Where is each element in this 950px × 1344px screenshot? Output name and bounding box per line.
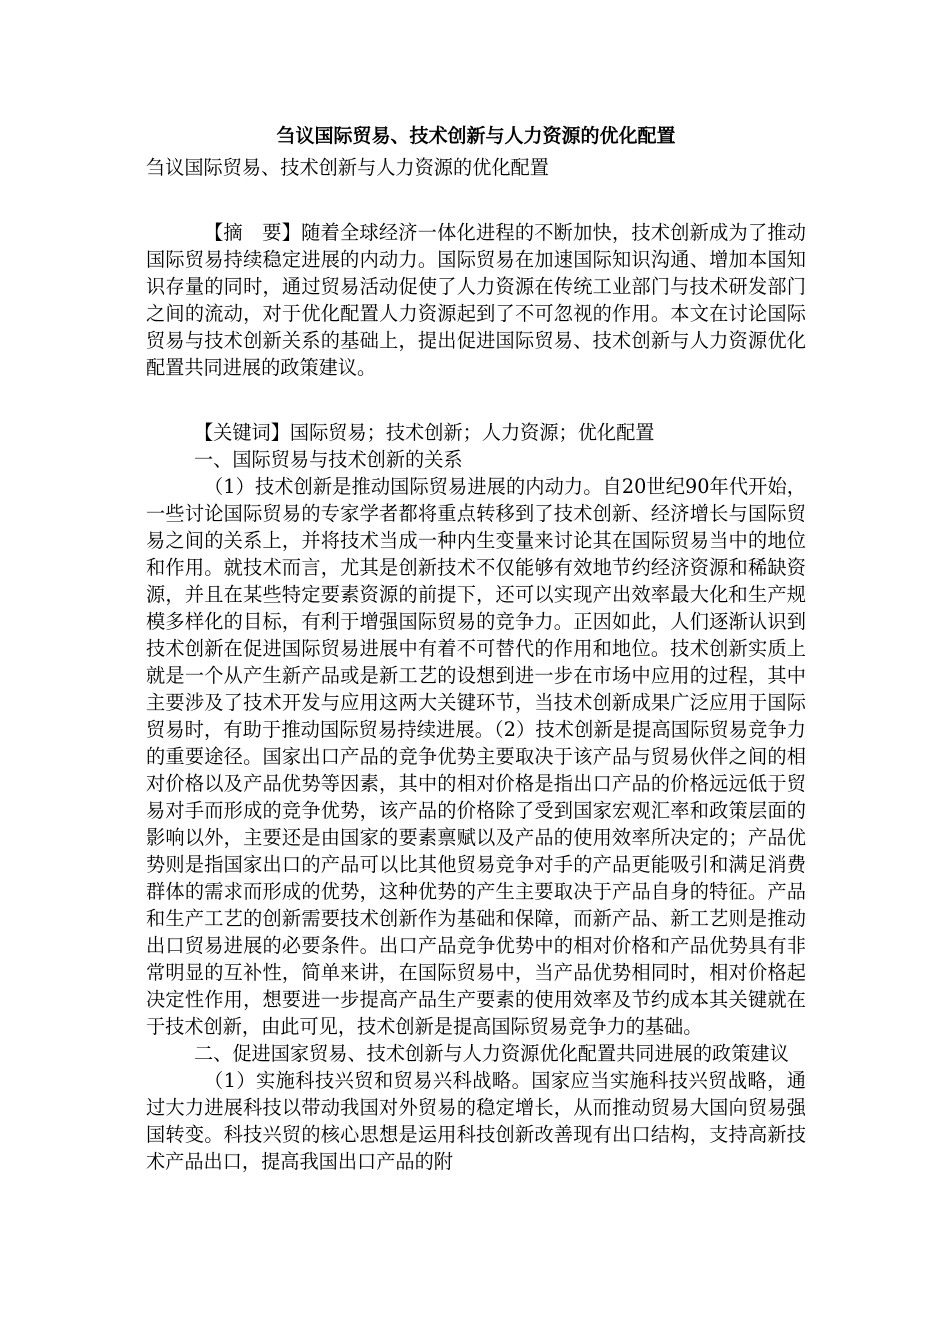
keywords-paragraph: 【关键词】国际贸易；技术创新；人力资源；优化配置 bbox=[194, 421, 655, 444]
document-subtitle: 刍议国际贸易、技术创新与人力资源的优化配置 bbox=[146, 156, 549, 179]
document-title: 刍议国际贸易、技术创新与人力资源的优化配置 bbox=[276, 125, 676, 147]
section-1-body: （1）技术创新是推动国际贸易进展的内动力。自20世纪90年代开始，一些讨论国际贸易的专家学者都将重点转移到了技术创新、经济增长与国际贸易之间的关系上，并将技术当成一种内生变量来讨论其在国际贸易当中的地位和作用。就技术而言，尤其是创新技术不仅能够有效地节约经济资源和稀缺资源，并且在某些特定要素资源的前提下，还可以实现产出效率最大化和生产规模多样化的目标，有利于增强国际贸易的竞争力。正因如此，人们逐渐认识到技术创新在促进国际贸易进展中有着不可替代的作用和地位。技术创新实质上就是一个从产生新产品或是新工艺的设想到进一步在市场中应用的过程，其中主要涉及了技术开发与应用这两大关键环节，当技术创新成果广泛应用于国际贸易时，有助于推动国际贸易持续进展。（2）技术创新是提高国际贸易竞争力的重要途径。国家出口产品的竞争优势主要取决于该产品与贸易伙伴之间的相对价格以及产品优势等因素，其中的相对价格是指出口产品的价格远远低于贸易对手而形成的竞争优势，该产品的价格除了受到国家宏观汇率和政策层面的影响以外，主要还是由国家的要素禀赋以及产品的使用效率所决定的；产品优势则是指国家出口的产品可以比其他贸易竞争对手的产品更能吸引和满足消费群体的需求而形成的优势，这种优势的产生主要取决于产品自身的特征。产品和生产工艺的创新需要技术创新作为基础和保障，而新产品、新工艺则是推动出口贸易进展的必要条件。出口产品竞争优势中的相对价格和产品优势具有非常明显的互补性，简单来讲，在国际贸易中，当产品优势相同时，相对价格起决定性作用，想要进一步提高产品生产要素的使用效率及节约成本其关键就在于技术创新，由此可见，技术创新是提高国际贸易竞争力的基础。 bbox=[146, 475, 806, 1038]
section-2-heading: 二、促进国家贸易、技术创新与人力资源优化配置共同进展的政策建议 bbox=[194, 1042, 789, 1065]
document-page bbox=[146, 118, 806, 1175]
section-1-heading: 一、国际贸易与技术创新的关系 bbox=[194, 448, 463, 471]
abstract-paragraph: 【摘 要】随着全球经济一体化进程的不断加快，技术创新成为了推动国际贸易持续稳定进展的内动力。国际贸易在加速国际知识沟通、增加本国知识存量的同时，通过贸易活动促使了人力资源在传统工业部门与技术研发部门之间的流动，对于优化配置人力资源起到了不可忽视的作用。本文在讨论国际贸易与技术创新关系的基础上，提出促进国际贸易、技术创新与人力资源优化配置共同进展的政策建议。 bbox=[146, 221, 806, 379]
section-2-body: （1）实施科技兴贸和贸易兴科战略。国家应当实施科技兴贸战略，通过大力进展科技以带动我国对外贸易的稳定增长，从而推动贸易大国向贸易强国转变。科技兴贸的核心思想是运用科技创新改善现有出口结构，支持高新技术产品出口，提高我国出口产品的附 bbox=[146, 1069, 806, 1173]
